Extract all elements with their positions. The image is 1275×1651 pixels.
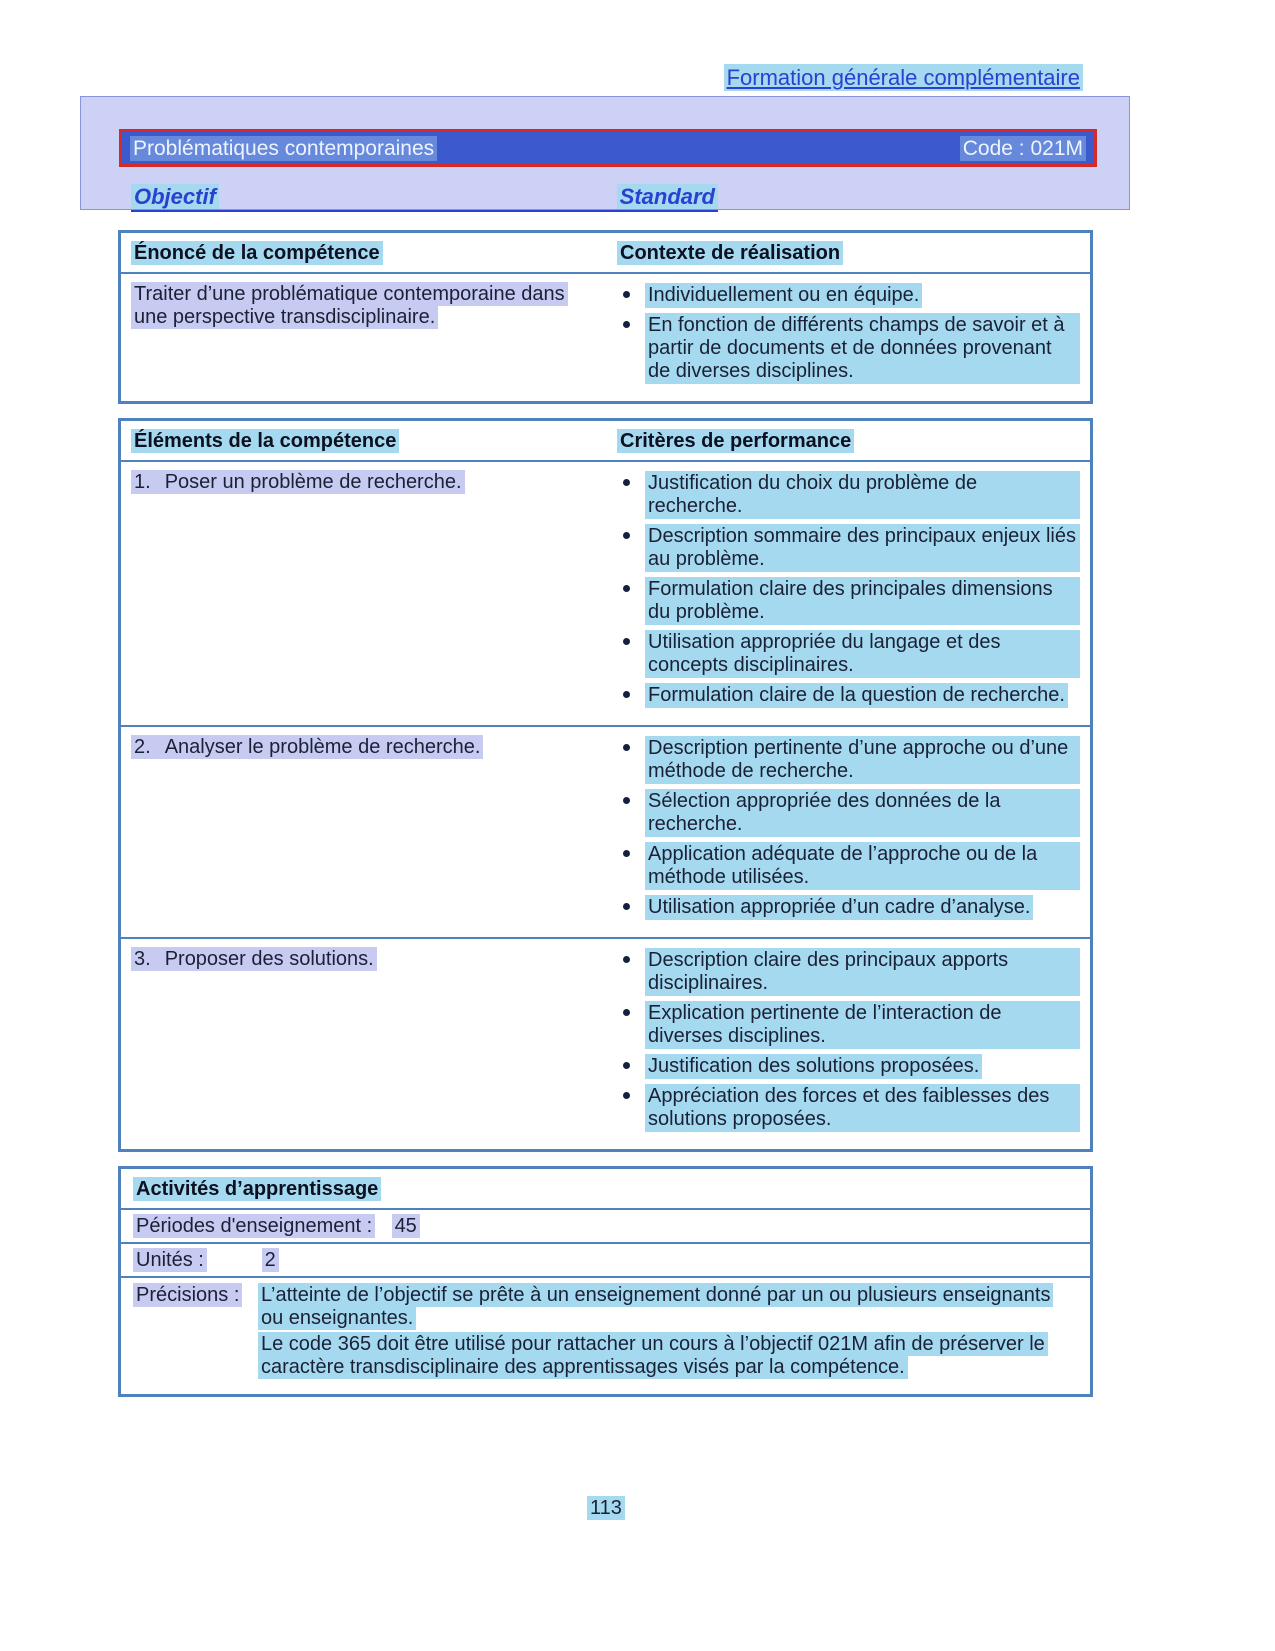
unites-label: Unités : — [133, 1248, 207, 1272]
criteria-cell — [617, 471, 1090, 713]
element-label — [131, 470, 465, 494]
list-item — [617, 630, 1080, 678]
bullet-icon — [623, 1062, 630, 1069]
list-item — [617, 313, 1080, 384]
periodes-value: 45 — [392, 1214, 420, 1238]
header-cell-contexte — [617, 242, 1090, 265]
element-number: 3. — [134, 948, 151, 970]
bullet-icon — [623, 744, 630, 751]
list-item — [617, 948, 1080, 996]
precisions-content — [258, 1284, 1090, 1382]
bullet-icon — [623, 850, 630, 857]
bullet-icon — [623, 956, 630, 963]
precision-paragraph — [258, 1284, 1068, 1330]
column-header-criteres: Critères de performance — [617, 429, 854, 453]
criterion-text: Description pertinente d’une approche ou d’une méthode de recherche. — [645, 736, 1080, 784]
element-text: Analyser le problème de recherche. — [164, 736, 481, 758]
enonce-cell — [121, 283, 617, 389]
criterion-text: Description claire des principaux apports disciplinaires. — [645, 948, 1080, 996]
element-text: Proposer des solutions. — [164, 948, 374, 970]
contexte-cell — [617, 283, 1090, 389]
bullet-icon — [623, 291, 630, 298]
bullet-icon — [623, 1009, 630, 1016]
list-item — [617, 577, 1080, 625]
bullet-icon — [623, 797, 630, 804]
criteria-list — [617, 948, 1080, 1132]
element-number: 1. — [134, 471, 151, 493]
element-text: Poser un problème de recherche. — [164, 471, 462, 493]
criterion-text: Appréciation des forces et des faiblesses des solutions proposées. — [645, 1084, 1080, 1132]
element-cell — [121, 736, 617, 925]
header-cell-elements — [121, 430, 617, 453]
criterion-text: Justification des solutions proposées. — [645, 1054, 982, 1079]
periodes-label: Périodes d'enseignement : — [133, 1214, 375, 1238]
competence-row — [121, 274, 1090, 401]
precisions-label-col — [133, 1284, 258, 1382]
list-item — [617, 895, 1080, 920]
precisions-label: Précisions : — [133, 1283, 242, 1307]
criterion-text: Formulation claire des principales dimensions du problème. — [645, 577, 1080, 625]
element-row-2 — [121, 725, 1090, 937]
criteria-cell — [617, 948, 1090, 1137]
element-label — [131, 947, 377, 971]
course-code: Code : 021M — [960, 136, 1086, 161]
bullet-icon — [623, 321, 630, 328]
list-item — [617, 683, 1080, 708]
bullet-icon — [623, 903, 630, 910]
activites-header-row — [121, 1169, 1090, 1210]
criterion-text: Utilisation appropriée du langage et des concepts disciplinaires. — [645, 630, 1080, 678]
list-item — [617, 736, 1080, 784]
header-cell-enonce — [121, 242, 617, 265]
header-text: Formation générale complémentaire — [724, 64, 1083, 91]
precision-paragraph — [258, 1333, 1068, 1379]
list-item — [617, 1054, 1080, 1079]
list-item — [617, 471, 1080, 519]
criterion-text: Justification du choix du problème de recherche. — [645, 471, 1080, 519]
list-item — [617, 283, 1080, 308]
document-body — [118, 230, 1093, 1411]
bullet-icon — [623, 1092, 630, 1099]
column-header-contexte: Contexte de réalisation — [617, 241, 843, 265]
element-cell — [121, 471, 617, 713]
element-row-1 — [121, 462, 1090, 725]
header-cell-criteres — [617, 430, 1090, 453]
bullet-icon — [623, 532, 630, 539]
course-title: Problématiques contemporaines — [130, 136, 437, 161]
periodes-label-col — [133, 1215, 386, 1238]
objectif-heading: Objectif — [131, 184, 219, 209]
element-label — [131, 735, 483, 759]
element-number: 2. — [134, 736, 151, 758]
element-cell — [121, 948, 617, 1137]
title-banner — [119, 129, 1097, 167]
unites-value: 2 — [262, 1248, 279, 1272]
criteria-list — [617, 736, 1080, 920]
page-number-text: 113 — [587, 1496, 625, 1520]
list-item — [617, 1084, 1080, 1132]
bullet-icon — [623, 479, 630, 486]
unites-row — [121, 1244, 1090, 1278]
contexte-list — [617, 283, 1080, 384]
criteria-list — [617, 471, 1080, 708]
column-header-elements: Éléments de la compétence — [131, 429, 399, 453]
criteria-cell — [617, 736, 1090, 925]
column-header-enonce: Énoncé de la compétence — [131, 241, 383, 265]
bullet-icon — [623, 638, 630, 645]
contexte-item-text: Individuellement ou en équipe. — [645, 283, 922, 308]
precision-text: Le code 365 doit être utilisé pour rattacher un cours à l’objectif 021M afin de préserver le caractère transdisciplinaire des apprentissages visés par la compétence. — [258, 1332, 1048, 1379]
standard-heading: Standard — [617, 184, 718, 209]
bullet-icon — [623, 585, 630, 592]
list-item — [617, 1001, 1080, 1049]
criterion-text: Sélection appropriée des données de la recherche. — [645, 789, 1080, 837]
list-item — [617, 789, 1080, 837]
title-panel — [80, 96, 1130, 210]
element-row-3 — [121, 937, 1090, 1149]
bullet-icon — [623, 691, 630, 698]
activites-table — [118, 1166, 1093, 1397]
activites-header: Activités d’apprentissage — [133, 1177, 381, 1201]
criterion-text: Formulation claire de la question de recherche. — [645, 683, 1068, 708]
competence-table-header — [121, 233, 1090, 274]
periodes-row — [121, 1210, 1090, 1244]
elements-table-header — [121, 421, 1090, 462]
unites-label-col — [133, 1249, 256, 1272]
list-item — [617, 524, 1080, 572]
objectif-standard-row — [131, 184, 718, 212]
elements-table — [118, 418, 1093, 1152]
list-item — [617, 842, 1080, 890]
page-number — [0, 1497, 1212, 1520]
enonce-text: Traiter d’une problématique contemporaine dans une perspective transdisciplinaire. — [131, 282, 568, 329]
criterion-text: Application adéquate de l’approche ou de la méthode utilisées. — [645, 842, 1080, 890]
criterion-text: Explication pertinente de l’interaction de diverses disciplines. — [645, 1001, 1080, 1049]
precision-text: L’atteinte de l’objectif se prête à un enseignement donné par un ou plusieurs enseignants ou enseignantes. — [258, 1283, 1053, 1330]
competence-table — [118, 230, 1093, 404]
criterion-text: Description sommaire des principaux enjeux liés au problème. — [645, 524, 1080, 572]
contexte-item-text: En fonction de différents champs de savoir et à partir de documents et de données provenant de diverses disciplines. — [645, 313, 1080, 384]
document-header — [0, 66, 1083, 89]
precisions-row — [121, 1278, 1090, 1394]
criterion-text: Utilisation appropriée d’un cadre d’analyse. — [645, 895, 1033, 920]
